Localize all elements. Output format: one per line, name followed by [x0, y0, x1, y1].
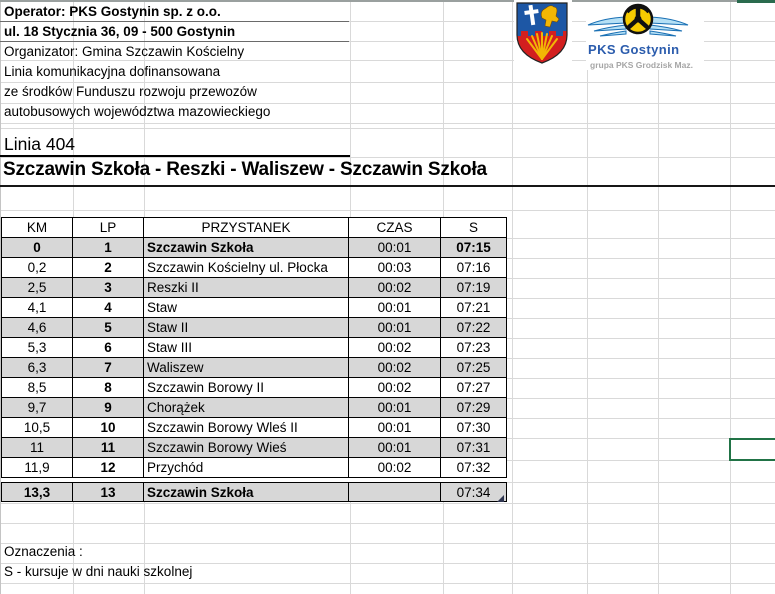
table-row — [1, 298, 507, 318]
cell-s[interactable]: 07:30 — [441, 418, 507, 438]
cell-czas[interactable]: 00:01 — [349, 318, 441, 338]
cell-km[interactable]: 2,5 — [1, 278, 73, 298]
legend-heading: Oznaczenia : — [4, 544, 83, 559]
gridline-h — [0, 523, 775, 524]
cell-stop[interactable]: Staw III — [144, 338, 349, 358]
gridline-h — [0, 128, 775, 129]
cell-czas[interactable]: 00:02 — [349, 338, 441, 358]
cell-stop[interactable]: Szczawin Borowy Wleś II — [144, 418, 349, 438]
cell-stop[interactable]: Szczawin Szkoła — [144, 482, 349, 502]
cell-s[interactable]: 07:32 — [441, 458, 507, 478]
col-header-lp[interactable]: LP — [73, 217, 144, 238]
cell-stop[interactable]: Szczawin Kościelny ul. Płocka — [144, 258, 349, 278]
gridline-v — [587, 0, 588, 594]
organizer-line: Organizator: Gmina Szczawin Kościelny — [4, 44, 245, 59]
cell-km[interactable]: 6,3 — [1, 358, 73, 378]
cell-stop[interactable]: Waliszew — [144, 358, 349, 378]
gridline-h — [0, 503, 775, 504]
gridline-v — [730, 0, 731, 594]
cell-czas[interactable]: 00:01 — [349, 238, 441, 258]
funding-line-3: autobusowych województwa mazowieckiego — [4, 104, 271, 119]
cell-stop[interactable]: Staw II — [144, 318, 349, 338]
table-row — [1, 482, 507, 502]
cell-stop[interactable]: Szczawin Borowy II — [144, 378, 349, 398]
cell-stop[interactable]: Chorążek — [144, 398, 349, 418]
cell-lp[interactable]: 4 — [73, 298, 144, 318]
table-row — [1, 398, 507, 418]
cell-km[interactable]: 10,5 — [1, 418, 73, 438]
table-row — [1, 338, 507, 358]
cell-stop[interactable]: Staw — [144, 298, 349, 318]
operator-line: Operator: PKS Gostynin sp. z o.o. — [4, 4, 221, 19]
route-underline — [0, 185, 775, 187]
cell-lp[interactable]: 6 — [73, 338, 144, 358]
gridline-h — [0, 157, 775, 158]
pks-logo — [586, 2, 704, 70]
legend-s-note: S - kursuje w dni nauki szkolnej — [4, 564, 193, 579]
cell-czas[interactable]: 00:02 — [349, 458, 441, 478]
window-top-strip-green — [737, 0, 775, 3]
cell-lp[interactable]: 7 — [73, 358, 144, 378]
cell-s[interactable]: 07:34 — [441, 482, 507, 502]
gridline-h — [0, 543, 775, 544]
cell-km[interactable]: 0,2 — [1, 258, 73, 278]
table-row — [1, 238, 507, 258]
col-header-czas[interactable]: CZAS — [349, 217, 441, 238]
route-title: Szczawin Szkoła - Reszki - Waliszew - Szczawin Szkoła — [3, 159, 487, 180]
gridline-v — [512, 0, 513, 594]
cell-s[interactable]: 07:31 — [441, 438, 507, 458]
cell-lp[interactable]: 13 — [73, 482, 144, 502]
cell-km[interactable]: 13,3 — [1, 482, 73, 502]
cell-stop[interactable]: Przychód — [144, 458, 349, 478]
table-row — [1, 458, 507, 478]
timetable — [1, 217, 507, 502]
cell-czas[interactable]: 00:01 — [349, 398, 441, 418]
pks-logo-subtitle: grupa PKS Grodzisk Maz. — [590, 60, 693, 70]
cell-s[interactable]: 07:29 — [441, 398, 507, 418]
cell-lp[interactable]: 3 — [73, 278, 144, 298]
funding-line-1: Linia komunikacyjna dofinansowana — [4, 64, 221, 79]
table-row — [1, 358, 507, 378]
cell-s[interactable]: 07:22 — [441, 318, 507, 338]
cell-czas[interactable]: 00:02 — [349, 278, 441, 298]
cell-czas[interactable]: 00:03 — [349, 258, 441, 278]
table-row — [1, 378, 507, 398]
cell-s[interactable]: 07:19 — [441, 278, 507, 298]
cell-s[interactable]: 07:23 — [441, 338, 507, 358]
table-header-row — [1, 217, 507, 238]
cell-s[interactable]: 07:16 — [441, 258, 507, 278]
cell-lp[interactable]: 11 — [73, 438, 144, 458]
cell-km[interactable]: 9,7 — [1, 398, 73, 418]
cell-km[interactable]: 11,9 — [1, 458, 73, 478]
cell-czas[interactable] — [349, 482, 441, 502]
gridline-h — [0, 123, 775, 124]
cell-km[interactable]: 4,1 — [1, 298, 73, 318]
cell-km[interactable]: 5,3 — [1, 338, 73, 358]
corner-marker-icon — [497, 495, 504, 502]
operator-info — [4, 2, 270, 122]
cell-czas[interactable]: 00:02 — [349, 378, 441, 398]
cell-lp[interactable]: 10 — [73, 418, 144, 438]
coat-of-arms-icon — [514, 0, 572, 66]
table-row — [1, 258, 507, 278]
cell-km[interactable]: 4,6 — [1, 318, 73, 338]
cell-czas[interactable]: 00:01 — [349, 418, 441, 438]
address-line: ul. 18 Stycznia 36, 09 - 500 Gostynin — [4, 24, 236, 39]
cell-km[interactable]: 0 — [1, 238, 73, 258]
cell-lp[interactable]: 8 — [73, 378, 144, 398]
selected-cell[interactable] — [729, 438, 775, 461]
table-row — [1, 418, 507, 438]
title-divider — [0, 155, 350, 157]
cell-stop[interactable]: Szczawin Borowy Wieś — [144, 438, 349, 458]
pks-logo-title: PKS Gostynin — [588, 42, 680, 57]
cell-lp[interactable]: 5 — [73, 318, 144, 338]
funding-line-2: ze środków Funduszu rozwoju przewozów — [4, 84, 257, 99]
table-row — [1, 438, 507, 458]
cell-stop[interactable]: Reszki II — [144, 278, 349, 298]
cell-km[interactable]: 8,5 — [1, 378, 73, 398]
col-header-s[interactable]: S — [441, 217, 507, 238]
gridline-h — [0, 210, 775, 211]
gridline-h — [0, 583, 775, 584]
cell-czas[interactable]: 00:01 — [349, 438, 441, 458]
table-row — [1, 278, 507, 298]
cell-s[interactable]: 07:15 — [441, 238, 507, 258]
gridline-v — [658, 0, 659, 594]
cell-lp[interactable]: 12 — [73, 458, 144, 478]
cell-czas[interactable]: 00:02 — [349, 358, 441, 378]
cell-stop[interactable]: Szczawin Szkoła — [144, 238, 349, 258]
cell-lp[interactable]: 1 — [73, 238, 144, 258]
line-number-title: Linia 404 — [4, 134, 76, 154]
cell-s[interactable]: 07:21 — [441, 298, 507, 318]
winged-wheel-icon — [586, 3, 701, 41]
col-header-km[interactable]: KM — [1, 217, 73, 238]
cell-lp[interactable]: 9 — [73, 398, 144, 418]
table-row — [1, 318, 507, 338]
cell-lp[interactable]: 2 — [73, 258, 144, 278]
cell-s[interactable]: 07:25 — [441, 358, 507, 378]
cell-czas[interactable]: 00:01 — [349, 298, 441, 318]
col-header-przystanek[interactable]: PRZYSTANEK — [144, 217, 349, 238]
cell-s[interactable]: 07:27 — [441, 378, 507, 398]
cell-km[interactable]: 11 — [1, 438, 73, 458]
